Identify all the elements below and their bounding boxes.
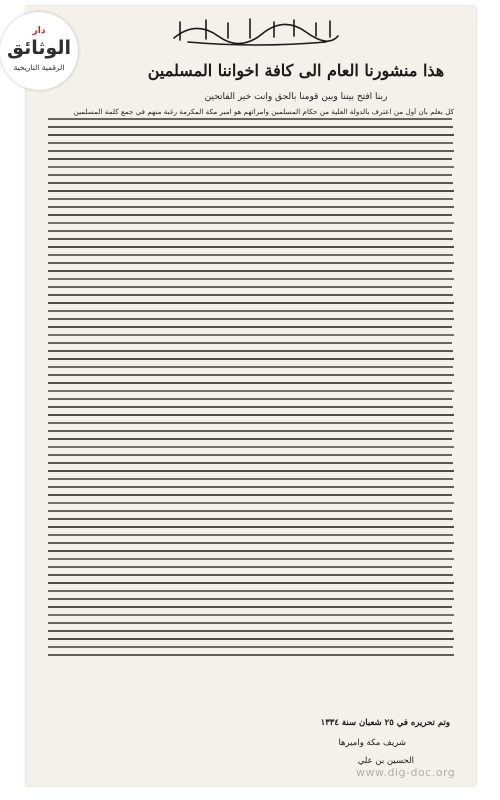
- text-line: [48, 646, 453, 648]
- text-line: [48, 198, 453, 200]
- text-line: [48, 582, 454, 584]
- basmala-calligraphy: [166, 14, 346, 48]
- text-line: [48, 438, 452, 440]
- text-line: [48, 454, 452, 456]
- text-line: [48, 462, 453, 464]
- text-line: [48, 318, 454, 320]
- signature-name: الحسين بن علي: [357, 756, 414, 766]
- text-line: [48, 350, 453, 352]
- text-line: [48, 590, 453, 592]
- text-line: [48, 550, 452, 552]
- text-line: [48, 142, 453, 144]
- text-line: [48, 286, 452, 288]
- text-line: [48, 230, 452, 232]
- text-line: [48, 566, 452, 568]
- document-sheet: [26, 6, 476, 786]
- body-text-block: [48, 110, 454, 666]
- text-line: [48, 174, 452, 176]
- title-bar: [146, 54, 446, 86]
- document-title: هذا منشورنا العام الى كافة اخواننا المسلمين: [147, 60, 445, 80]
- logo-name: الوثائق: [6, 37, 72, 59]
- text-line: [48, 518, 453, 520]
- quranic-verse: ربنا افتح بيننا وبين قومنا بالحق وانت خير الفاتحين: [204, 92, 388, 102]
- text-line: [48, 406, 453, 408]
- archive-logo: [0, 12, 78, 90]
- text-line: [48, 638, 454, 640]
- text-line: [48, 166, 454, 168]
- text-line: [48, 302, 454, 304]
- text-line: [48, 598, 454, 600]
- text-line: [48, 494, 452, 496]
- text-line: [48, 390, 454, 392]
- text-line: [48, 430, 454, 432]
- text-line: [48, 150, 454, 152]
- text-line: [48, 310, 453, 312]
- text-line: [48, 158, 452, 160]
- text-line: [48, 446, 454, 448]
- text-line: [48, 382, 452, 384]
- text-line: [48, 526, 454, 528]
- opening-sentence: كل يعلم بأن أول من اعترف بالدولة العلية من حكام المسلمين وامرائهم هو امير مكة المكرمة رغبة منهم في جمع كلمة المسلمين: [48, 108, 454, 118]
- signature-title: شريف مكة واميرها: [338, 738, 406, 748]
- text-line: [48, 190, 454, 192]
- text-line: [48, 222, 454, 224]
- text-line: [48, 134, 454, 136]
- text-line: [48, 118, 452, 120]
- text-line: [48, 374, 454, 376]
- text-line: [48, 574, 453, 576]
- text-line: [48, 654, 454, 656]
- text-line: [48, 358, 454, 360]
- text-line: [48, 486, 454, 488]
- text-line: [48, 630, 453, 632]
- text-line: [48, 182, 453, 184]
- text-line: [48, 334, 454, 336]
- text-line: [48, 254, 453, 256]
- date-line: وتم تحريره في ٢٥ شعبان سنة ١٣٣٤: [317, 718, 450, 728]
- logo-prefix: دار: [32, 26, 46, 36]
- text-line: [48, 534, 453, 536]
- logo-tagline: الرقمية التاريخية: [13, 63, 65, 72]
- text-line: [48, 502, 454, 504]
- text-line: [48, 270, 452, 272]
- text-line: [48, 278, 454, 280]
- text-line: [48, 262, 454, 264]
- text-line: [48, 206, 454, 208]
- text-line: [48, 478, 453, 480]
- text-line: [48, 606, 452, 608]
- text-line: [48, 126, 453, 128]
- text-line: [48, 398, 452, 400]
- text-line: [48, 422, 453, 424]
- text-line: [48, 294, 453, 296]
- text-line: [48, 614, 454, 616]
- text-line: [48, 366, 453, 368]
- text-line: [48, 470, 454, 472]
- watermark-url: www.dig-doc.org: [356, 766, 456, 779]
- text-line: [48, 238, 453, 240]
- text-line: [48, 622, 452, 624]
- text-line: [48, 342, 452, 344]
- text-line: [48, 214, 452, 216]
- text-line: [48, 542, 454, 544]
- text-line: [48, 558, 454, 560]
- text-line: [48, 414, 454, 416]
- text-line: [48, 246, 454, 248]
- text-line: [48, 510, 452, 512]
- text-line: [48, 326, 452, 328]
- basmala-calligraphy-icon: [166, 14, 346, 48]
